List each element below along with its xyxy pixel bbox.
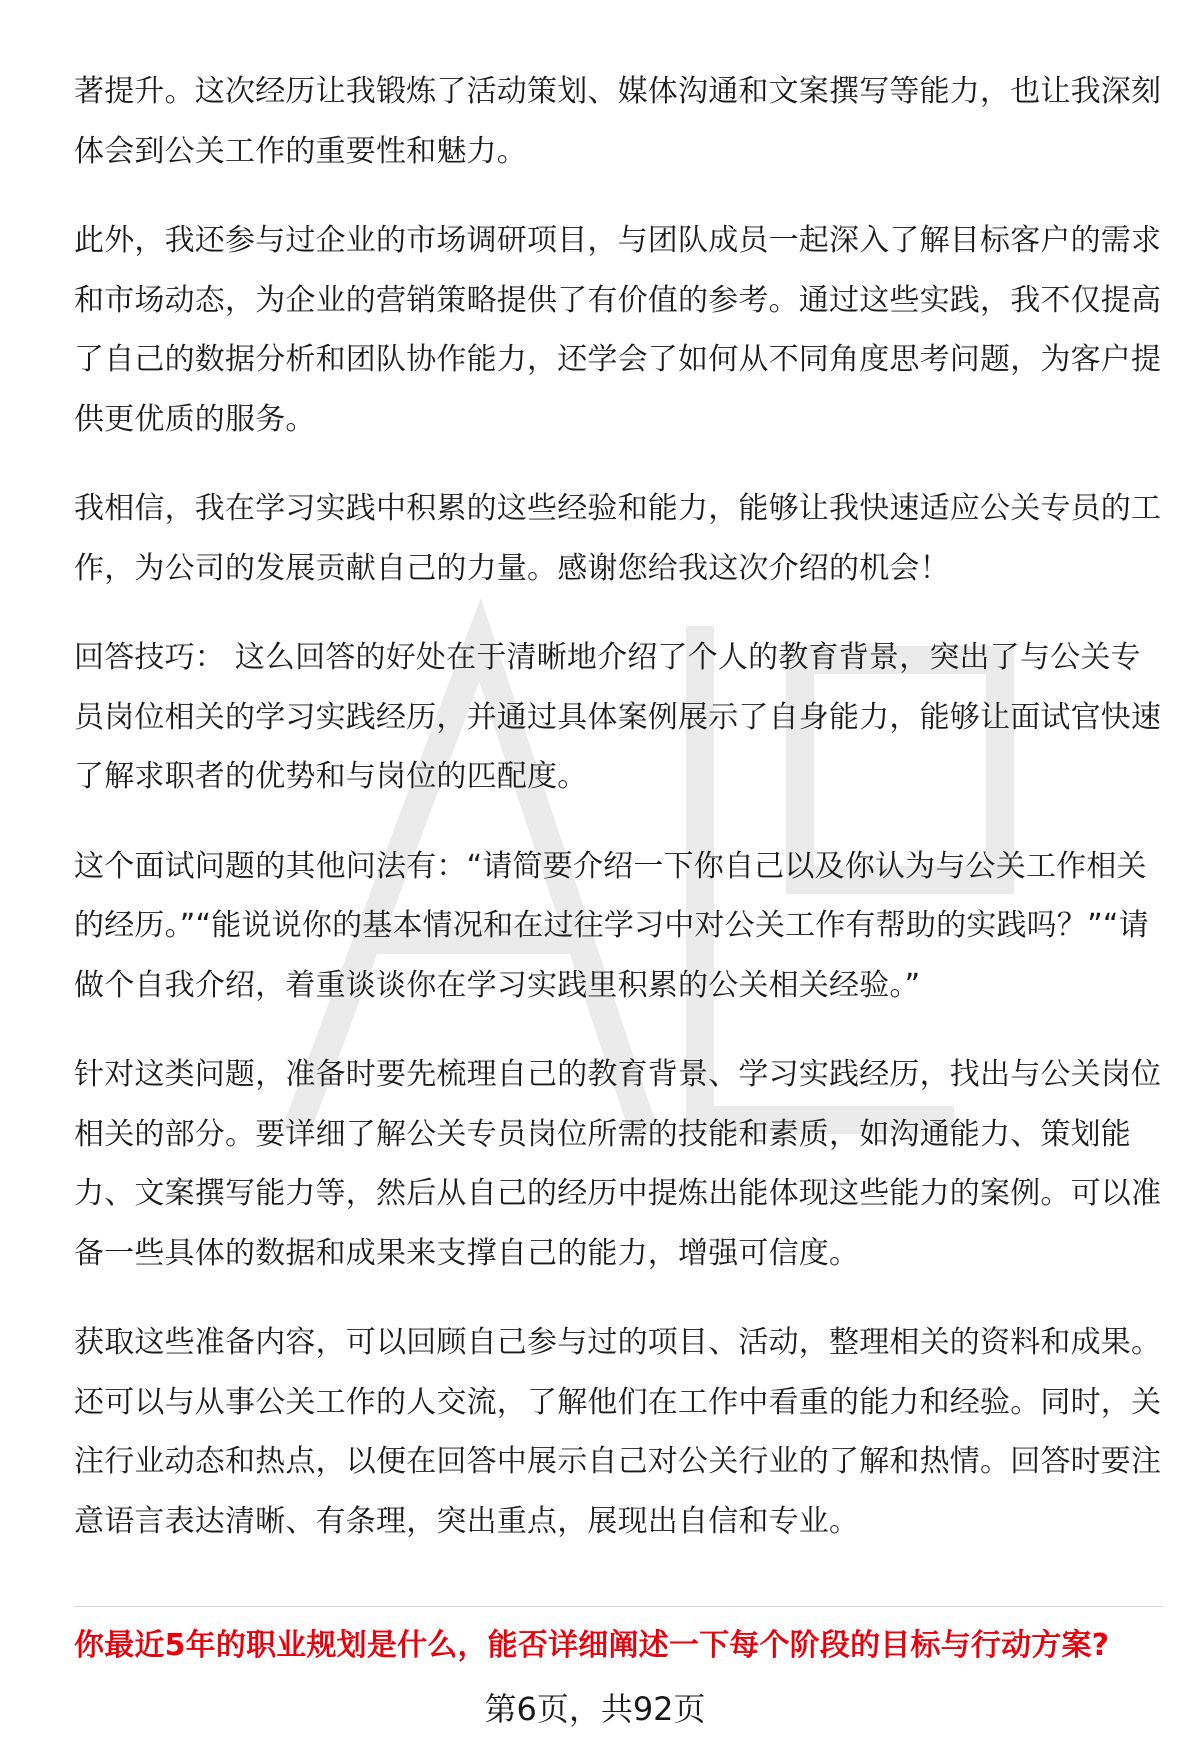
- next-question-heading: 你最近5年的职业规划是什么，能否详细阐述一下每个阶段的目标与行动方案?: [74, 1628, 1110, 1663]
- page-number: 第6页，共92页: [484, 1690, 706, 1728]
- paragraph-gathering: 获取这些准备内容，可以回顾自己参与过的项目、活动，整理相关的资料和成果。还可以与从事公关工作的人交流，了解他们在工作中看重的能力和经验。同时，关注行业动态和热点，以便在回答中展示自己对公关行业的了解和热情。回答时要注意语言表达清晰、有条理，突出重点，展现出自信和专业。: [74, 1325, 1162, 1539]
- paragraph-1: 著提升。这次经历让我锻炼了活动策划、媒体沟通和文案撰写等能力，也让我深刻体会到公关工作的重要性和魅力。: [74, 74, 1162, 169]
- paragraph-preparation: 针对这类问题，准备时要先梳理自己的教育背景、学习实践经历，找出与公关岗位相关的部分。要详细了解公关专员岗位所需的技能和素质，如沟通能力、策划能力、文案撰写能力等，然后从自己的经历中提炼出能体现这些能力的案例。可以准备一些具体的数据和成果来支撑自己的能力，增强可信度。: [74, 1057, 1162, 1271]
- section-divider: [74, 1606, 1164, 1607]
- paragraph-3: 我相信，我在学习实践中积累的这些经验和能力，能够让我快速适应公关专员的工作，为公司的发展贡献自己的力量。感谢您给我这次介绍的机会！: [74, 491, 1162, 586]
- paragraph-answer-tips: 回答技巧： 这么回答的好处在于清晰地介绍了个人的教育背景，突出了与公关专员岗位相关的学习实践经历，并通过具体案例展示了自身能力，能够让面试官快速了解求职者的优势和与岗位的匹配度。: [74, 640, 1162, 794]
- paragraph-alternative-questions: 这个面试问题的其他问法有：“请简要介绍一下你自己以及你认为与公关工作相关的经历。”“能说说你的基本情况和在过往学习中对公关工作有帮助的实践吗？”“请做个自我介绍，着重谈谈你在学习实践里积累的公关相关经验。”: [74, 848, 1149, 1003]
- body-text: [74, 62, 1164, 1581]
- paragraph-2: 此外，我还参与过企业的市场调研项目，与团队成员一起深入了解目标客户的需求和市场动态，为企业的营销策略提供了有价值的参考。通过这些实践，我不仅提高了自己的数据分析和团队协作能力，还学会了如何从不同角度思考问题，为客户提供更优质的服务。: [74, 223, 1162, 437]
